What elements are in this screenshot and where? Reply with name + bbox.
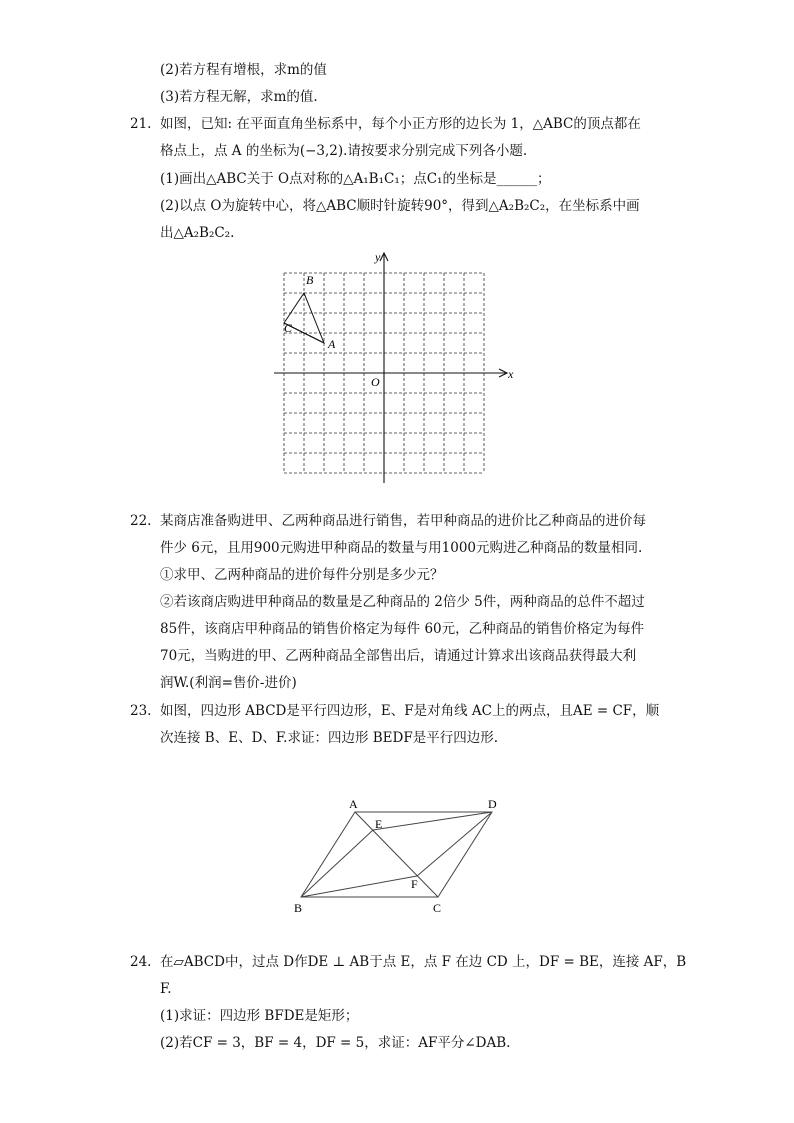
q24-line1: 在▱ABCD中，过点 D作DE ⊥ AB于点 E，点 F 在边 CD 上，DF = BE，连接 AF，B	[160, 954, 687, 970]
label-f: F	[411, 877, 418, 891]
label-b: B	[306, 273, 314, 287]
segment-fb	[301, 876, 417, 897]
q23-line2: 次连接 B、E、D、F.求证：四边形 BEDF是平行四边形.	[160, 730, 498, 746]
q22-line3: ①求甲、乙两种商品的进价每件分别是多少元？	[160, 567, 444, 583]
label-d: D	[488, 797, 497, 811]
q21-part2-line1: (2)以点 O为旋转中心，将△ABC顺时针旋转90°，得到△A₂B₂C₂，在坐标系中画	[160, 198, 640, 214]
q21-part2-line2: 出△A₂B₂C₂.	[160, 225, 235, 241]
q20-line2: (2)若方程有增根，求m的值	[160, 62, 327, 78]
q21-stem-line1: 如图，已知: 在平面直角坐标系中，每个小正方形的边长为 1，△ABC的顶点都在	[160, 116, 641, 132]
q23-number: 23.	[130, 703, 152, 719]
label-b: B	[294, 901, 303, 915]
q24-number: 24.	[130, 954, 152, 970]
label-a: A	[349, 797, 358, 811]
label-a: A	[328, 337, 336, 351]
q22-line2: 件少 6元，且用900元购进甲种商品的数量与用1000元购进乙种商品的数量相同.	[160, 540, 643, 556]
q24-line3: (1)求证：四边形 BFDE是矩形；	[160, 1008, 359, 1024]
label-y: y	[375, 250, 381, 264]
q23-parallelogram-figure	[285, 790, 515, 920]
q22-line5: 85件，该商店甲种商品的销售价格定为每件 60元，乙种商品的销售价格定为每件	[160, 621, 645, 637]
q24-line4: (2)若CF = 3，BF = 4，DF = 5，求证：AF平分∠DAB.	[160, 1035, 511, 1051]
q24-line2: F.	[160, 981, 172, 997]
axes	[274, 253, 507, 483]
q21-number: 21.	[130, 116, 152, 132]
label-x: x	[508, 367, 514, 381]
q22-line7: 润W.(利润=售价-进价)	[160, 675, 297, 691]
q21-stem-line2: 格点上，点 A 的坐标为(−3,2).请按要求分别完成下列各小题.	[160, 143, 528, 159]
label-c: C	[433, 901, 442, 915]
q22-line1: 某商店准备购进甲、乙两种商品进行销售，若甲种商品的进价比乙种商品的进价每	[160, 513, 646, 529]
diagonal-ac	[355, 812, 438, 897]
q20-line3: (3)若方程无解，求m的值.	[160, 89, 318, 105]
q22-number: 22.	[130, 513, 152, 529]
q21-part1: (1)画出△ABC关于 O点对称的△A₁B₁C₁；点C₁的坐标是______；	[160, 171, 551, 187]
q23-line1: 如图，四边形 ABCD是平行四边形，E、F是对角线 AC上的两点，且AE = CF，顺	[160, 703, 660, 719]
q21-coordinate-grid-figure	[270, 248, 520, 488]
q22-line4: ②若该商店购进甲种商品的数量是乙种商品的 2倍少 5件，两种商品的总件不超过	[160, 594, 645, 610]
label-o: O	[371, 375, 380, 389]
label-e: E	[375, 817, 383, 831]
q22-line6: 70元，当购进的甲、乙两种商品全部售出后，请通过计算求出该商品获得最大利	[160, 648, 637, 664]
label-c: C	[284, 321, 293, 335]
